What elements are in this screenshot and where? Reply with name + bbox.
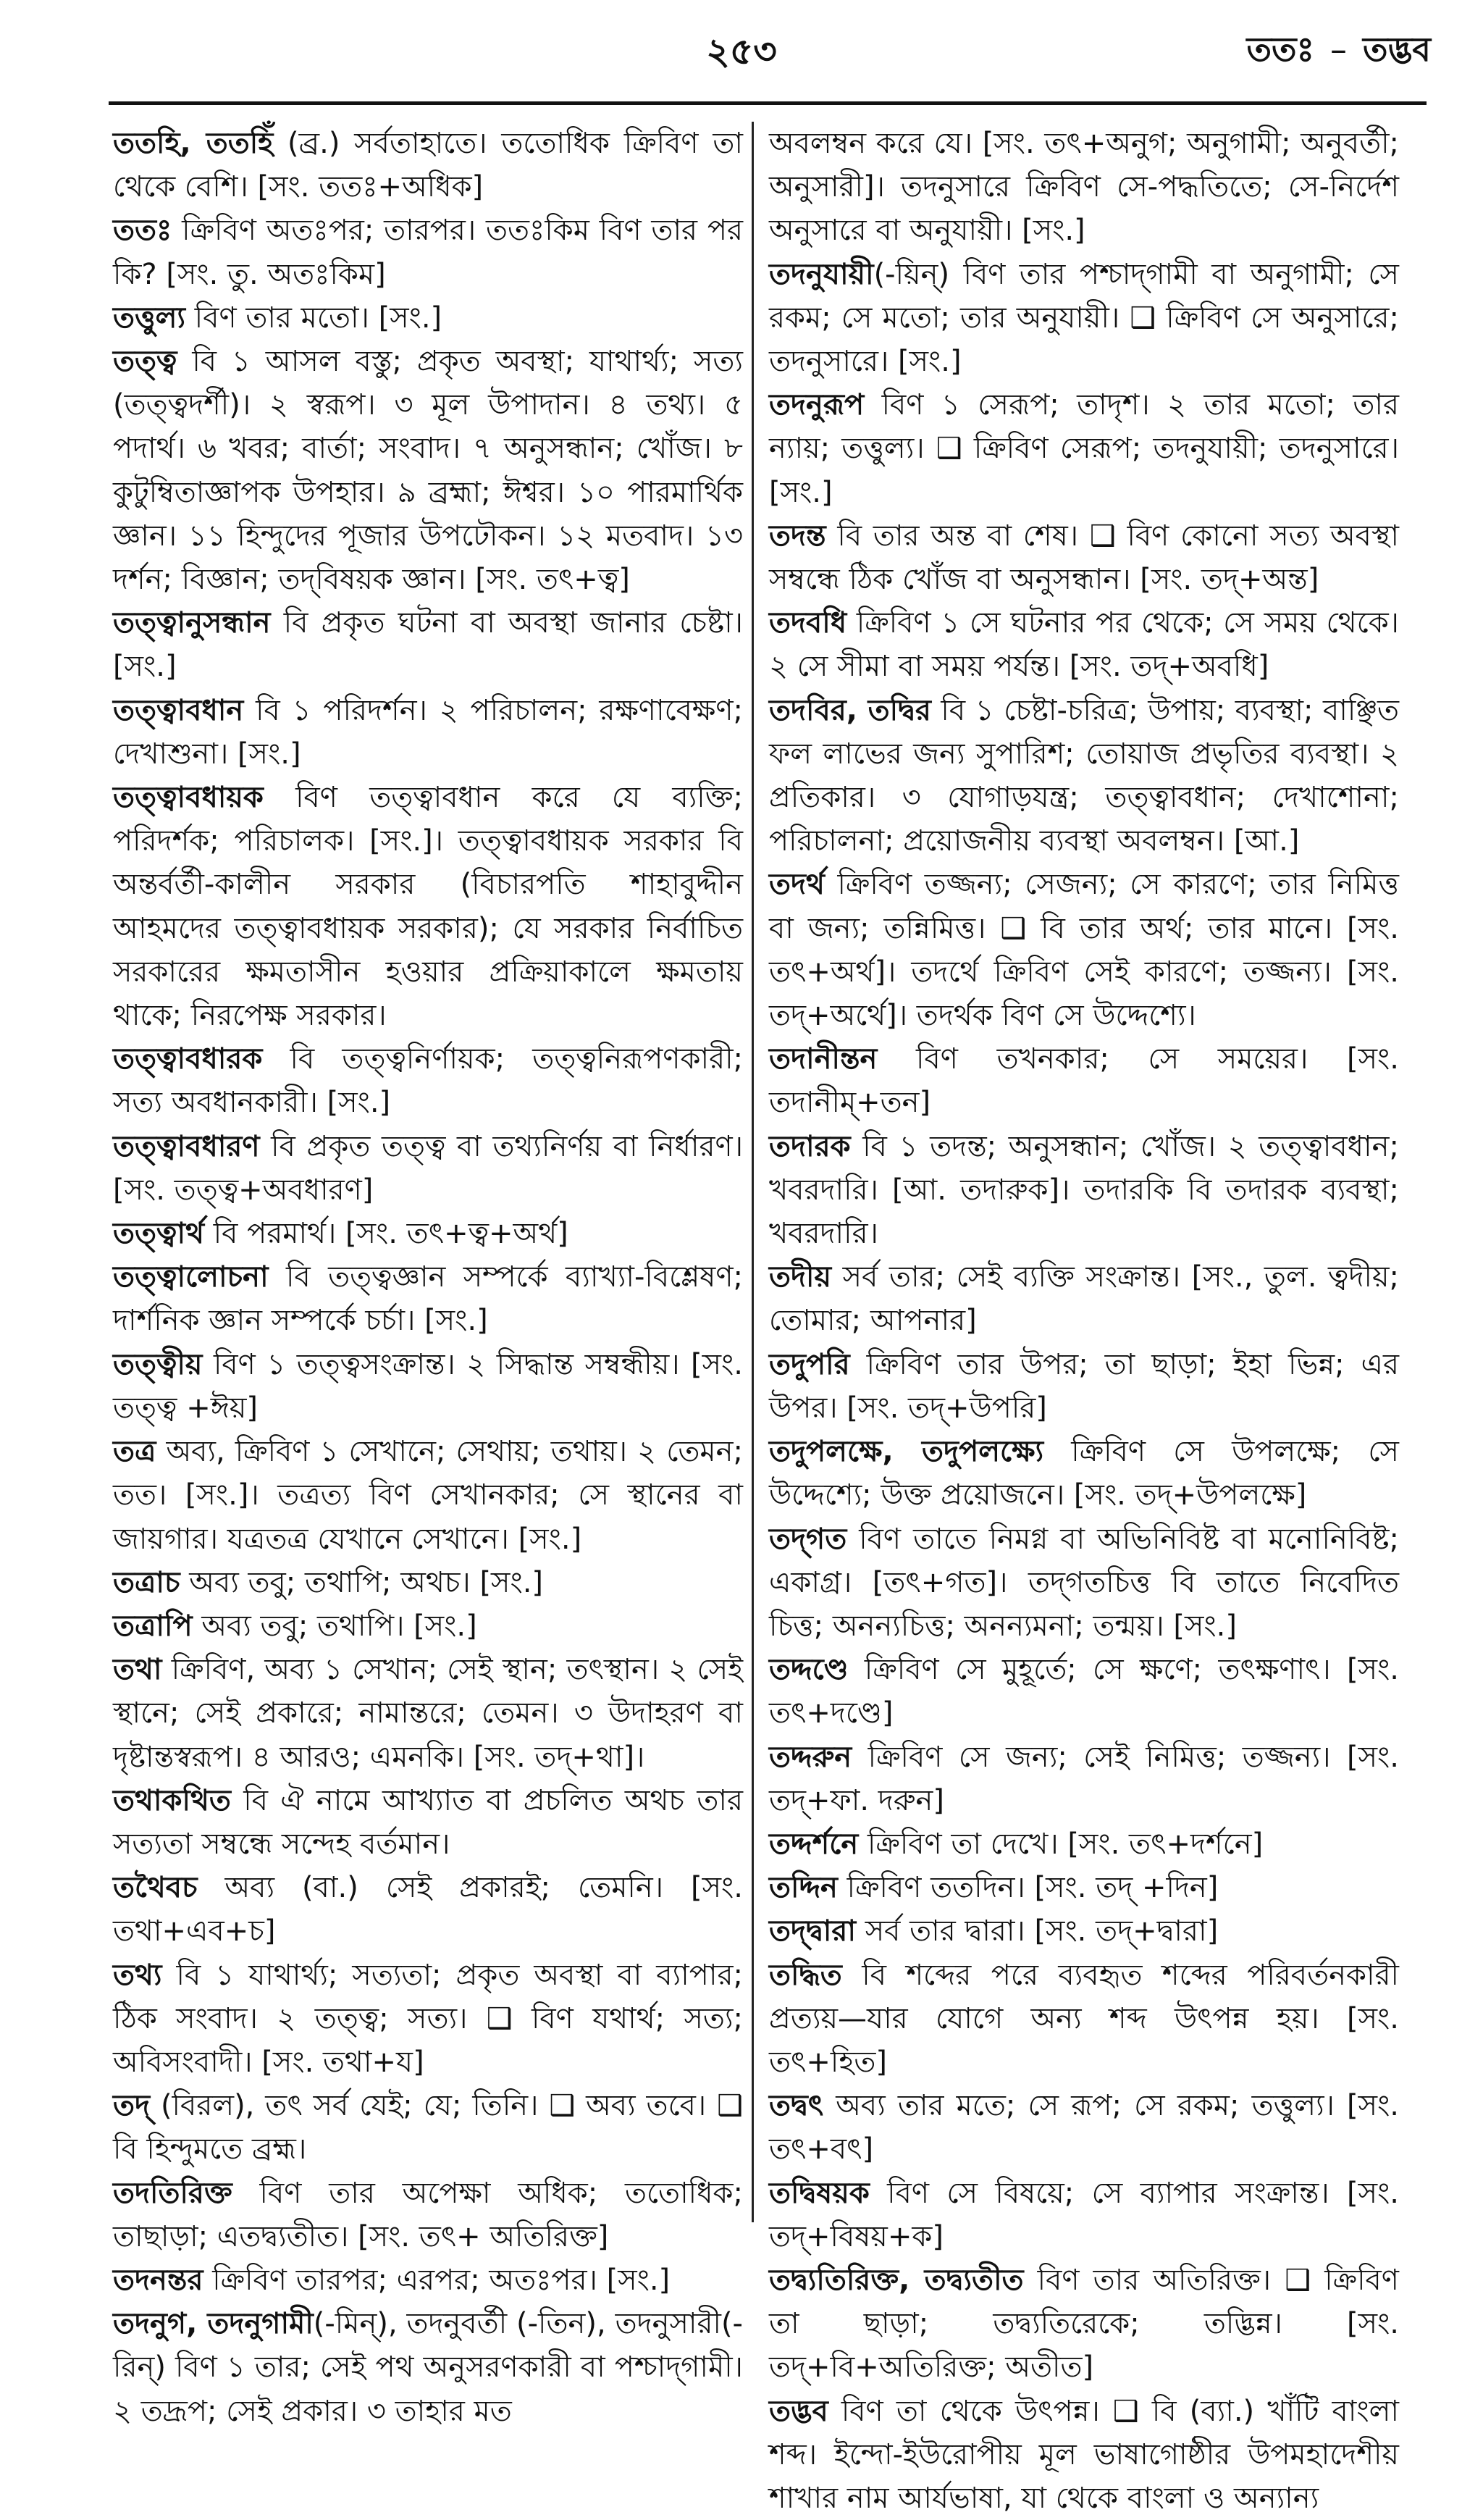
dictionary-entry — [113, 1430, 743, 1561]
entry-definition: বিণ তাতে নিমগ্ন বা অভিনিবিষ্ট বা মনোনিবিষ্ট; একাগ্র। [তৎ+গত]। তদ্‌গতচিত্ত বি তাতে নিবেদিত চিত্ত; অনন্যচিত্ত; অনন্যমনা; তন্ময়। [সং.] — [769, 1522, 1399, 1643]
dictionary-entry — [113, 1604, 743, 1648]
dictionary-entry — [769, 863, 1399, 1037]
entry-headword: তদ্দর্শনে — [769, 1827, 859, 1861]
dictionary-entry — [113, 1779, 743, 1866]
entry-headword: তত্তুল্য — [113, 301, 186, 335]
dictionary-entry — [769, 1125, 1399, 1256]
dictionary-entry — [769, 253, 1399, 384]
entry-definition: বি পরমার্থ। [সং. তৎ+ত্ব+অর্থ] — [203, 1217, 568, 1251]
entry-headword: তদ্দণ্ডে — [769, 1653, 849, 1687]
entry-definition: বিণ তার অতিরিক্ত। ❑ ক্রিবিণ তা ছাড়া; তদ্ব্যতিরেকে; তদ্ভিন্ন। [সং. তদ্+বি+অতিরিক্ত; অতীত] — [769, 2263, 1399, 2385]
dictionary-entry — [113, 340, 743, 601]
left-column — [113, 122, 743, 2428]
entry-definition: ক্রিবিণ সে উপলক্ষে; সে উদ্দেশ্যে; উক্ত প্রয়োজনে। [সং. তদ্+উপলক্ষে] — [769, 1435, 1399, 1512]
entry-headword: তত্ত্বাবধান — [113, 693, 244, 727]
entry-definition: বি ঐ নামে আখ্যাত বা প্রচলিত অথচ তার সত্যতা সম্বন্ধে সন্দেহ বর্তমান। — [113, 1783, 743, 1861]
entry-definition: বি ১ চেষ্টা-চরিত্র; উপায়; ব্যবস্থা; বাঞ্ছিত ফল লাভের জন্য সুপারিশ; তোয়াজ প্রভৃতির ব্যবস্থা। ২ প্রতিকার। ৩ যোগাড়যন্ত্র; তত্ত্বাবধান; দেখাশোনা; পরিচালনা; প্রয়োজনীয় ব্যবস্থা অবলম্বন। [আ.] — [769, 693, 1399, 858]
dictionary-entry — [113, 209, 743, 296]
entry-headword: তদুপরি — [769, 1347, 850, 1381]
entry-headword: তদ্দরুন — [769, 1740, 852, 1774]
entry-definition: বিণ তত্ত্বাবধান করে যে ব্যক্তি; পরিদর্শক; পরিচালক। [সং.]। তত্ত্বাবধায়ক সরকার বি অন্তর্বর্তী-কালীন সরকার (বিচারপতি শাহাবুদ্দীন আহমদের তত্ত্বাবধায়ক সরকার); যে সরকার নির্বাচিত সরকারের ক্ষমতাসীন হওয়ার প্রক্রিয়াকালে ক্ষমতায় থাকে; নিরপেক্ষ সরকার। — [113, 781, 743, 1033]
entry-definition: বিণ সে বিষয়ে; সে ব্যাপার সংক্রান্ত। [সং. তদ্+বিষয়+ক] — [769, 2176, 1399, 2253]
entry-headword: তত্ত্বীয় — [113, 1347, 203, 1381]
dictionary-entry — [769, 1822, 1399, 1866]
dictionary-entry — [769, 1954, 1399, 2085]
entry-headword: তথাকথিত — [113, 1783, 231, 1817]
entry-definition: সর্ব তার; সেই ব্যক্তি সংক্রান্ত। [সং., তুল. ত্বদীয়; তোমার; আপনার] — [769, 1260, 1399, 1338]
entry-headword: তত্ত্বানুসন্ধান — [113, 606, 271, 640]
entry-headword: তদবধি — [769, 606, 847, 640]
entry-definition: বি ১ পরিদর্শন। ২ পরিচালন; রক্ষণাবেক্ষণ; দেখাশুনা। [সং.] — [113, 693, 743, 771]
dictionary-entry — [769, 514, 1399, 601]
entry-definition: অব্য তবু; তথাপি। [সং.] — [192, 1609, 477, 1643]
entry-headword: তথৈবচ — [113, 1871, 198, 1905]
entry-definition: বি ১ তদন্ত; অনুসন্ধান; খোঁজ। ২ তত্ত্বাবধান; খবরদারি। [আ. তদারুক]। তদারকি বি তদারক ব্যবস্থা; খবরদারি। — [769, 1129, 1399, 1251]
page-number: ২৫৩ — [706, 30, 777, 72]
dictionary-entry — [113, 122, 743, 209]
entry-headword: তত্ত্বার্থ — [113, 1217, 204, 1251]
entry-headword: তদবির, তদ্বির — [769, 693, 931, 727]
dictionary-entry — [769, 2172, 1399, 2259]
entry-headword: তদ্বিষয়ক — [769, 2176, 870, 2210]
entry-headword: তদ্দ্বারা — [769, 1914, 856, 1948]
dictionary-entry — [769, 2084, 1399, 2171]
dictionary-entry — [769, 601, 1399, 688]
entry-headword: তত্ত্বাবধারক — [113, 1042, 263, 1076]
guide-word-first: ততঃ — [1246, 30, 1315, 69]
entry-headword: ততঃ — [113, 214, 172, 248]
entry-headword: তত্রাচ — [113, 1565, 180, 1599]
dictionary-entry — [769, 1518, 1399, 1649]
dictionary-entry — [113, 1648, 743, 1779]
entry-definition: ক্রিবিণ তজ্জন্য; সেজন্য; সে কারণে; তার নিমিত্ত বা জন্য; তন্নিমিত্ত। ❑ বি তার অর্থ; তার মানে। [সং. তৎ+অর্থ]। তদর্থে ক্রিবিণ সেই কারণে; তজ্জন্য। [সং. তদ্+অর্থে]। তদর্থক বিণ সে উদ্দেশ্যে। — [769, 868, 1399, 1033]
entry-definition: বি তত্ত্বজ্ঞান সম্পর্কে ব্যাখ্যা-বিশ্লেষণ; দার্শনিক জ্ঞান সম্পর্কে চর্চা। [সং.] — [113, 1260, 743, 1338]
dictionary-entry — [113, 1125, 743, 1212]
entry-definition: ক্রিবিণ ১ সে ঘটনার পর থেকে; সে সময় থেকে। ২ সে সীমা বা সময় পর্যন্ত। [সং. তদ্+অবধি] — [769, 606, 1399, 684]
dictionary-entry — [113, 2172, 743, 2259]
dictionary-entry — [769, 1648, 1399, 1735]
dictionary-entry — [769, 2390, 1399, 2520]
entry-definition: (ব্র.) সর্বতাহাতে। ততোধিক ক্রিবিণ তা থেকে বেশি। [সং. ততঃ+অধিক] — [113, 127, 743, 204]
entry-headword: তথা — [113, 1653, 162, 1687]
entry-headword: তদনন্তর — [113, 2263, 203, 2297]
entry-definition: (-মিন্), তদনুবর্তী (-তিন), তদনুসারী(-রিন্) বিণ ১ তার; সেই পথ অনুসরণকারী বা পশ্চাদ্‌গামী। ২ তদ্রূপ; সেই প্রকার। ৩ তাহার মত — [113, 2307, 743, 2428]
entry-definition: (বিরল), তৎ সর্ব যেই; যে; তিনি। ❑ অব্য তবে। ❑ বি হিন্দুমতে ব্রহ্ম। — [113, 2089, 743, 2167]
dictionary-entry — [769, 2259, 1399, 2390]
entry-headword: তদ্বৎ — [769, 2089, 824, 2123]
entry-definition: অব্য (বা.) সেই প্রকারই; তেমনি। [সং. তথা+এব+চ] — [113, 1871, 743, 1948]
entry-definition: বিণ ১ সেরূপ; তাদৃশ। ২ তার মতো; তার ন্যায়; তত্তুল্য। ❑ ক্রিবিণ সেরূপ; তদনুযায়ী; তদনুসারে। [সং.] — [769, 388, 1399, 509]
dictionary-entry — [113, 2302, 743, 2433]
entry-definition: ক্রিবিণ তারপর; এরপর; অতঃপর। [সং.] — [203, 2263, 671, 2297]
entry-headword: তত্ত্বাবধারণ — [113, 1129, 260, 1163]
dictionary-entry — [769, 122, 1399, 253]
entry-headword: তত্ত্ব — [113, 345, 177, 379]
entry-definition: অবলম্বন করে যে। [সং. তৎ+অনুগ; অনুগামী; অনুবর্তী; অনুসারী]। তদনুসারে ক্রিবিণ সে-পদ্ধতিতে; সে-নির্দেশ অনুসারে বা অনুযায়ী। [সং.] — [769, 127, 1399, 248]
entry-definition: ক্রিবিণ তা দেখে। [সং. তৎ+দর্শনে] — [858, 1827, 1264, 1861]
header-rule — [109, 101, 1427, 105]
entry-definition: অব্য তার মতে; সে রূপ; সে রকম; তত্তুল্য। [সং. তৎ+বৎ] — [769, 2089, 1399, 2167]
entry-headword: তদনুযায়ী — [769, 257, 874, 291]
dictionary-entry — [113, 776, 743, 1037]
dictionary-entry — [769, 1430, 1399, 1517]
entry-headword: তদ্ — [113, 2089, 151, 2123]
guide-words — [1246, 25, 1431, 80]
dictionary-entry — [113, 1037, 743, 1124]
dictionary-entry — [113, 1212, 743, 1255]
entry-headword: তদ্দিন — [769, 1871, 838, 1905]
entry-headword: তদনুগ, তদনুগামী — [113, 2307, 314, 2341]
dictionary-entry — [769, 689, 1399, 863]
entry-headword: তদর্থ — [769, 868, 825, 902]
entry-definition: বি ১ যাথার্থ্য; সত্যতা; প্রকৃত অবস্থা বা ব্যাপার; ঠিক সংবাদ। ২ তত্ত্ব; সত্য। ❑ বিণ যথার্থ; সত্য; অবিসংবাদী। [সং. তথা+য] — [113, 1958, 743, 2079]
entry-headword: তদ্‌গত — [769, 1522, 847, 1556]
dictionary-entry — [113, 1255, 743, 1342]
entry-definition: ক্রিবিণ অতঃপর; তারপর। ততঃকিম বিণ তার পর কি? [সং. তু. অতঃকিম] — [113, 214, 743, 291]
entry-headword: ততহি, ততহিঁ — [113, 127, 274, 160]
dictionary-entry — [113, 296, 743, 340]
entry-headword: তদ্ধিত — [769, 1958, 842, 1992]
entry-headword: তদন্ত — [769, 519, 826, 553]
dictionary-entry — [113, 2259, 743, 2302]
entry-definition: বিণ তা থেকে উৎপন্ন। ❑ বি (ব্যা.) খাঁটি বাংলা শব্দ। ইন্দো-ইউরোপীয় মূল ভাষাগোষ্ঠীর উপমহাদেশীয় শাখার নাম আর্যভাষা, যা থেকে বাংলা ও অন্যান্য — [769, 2394, 1399, 2515]
entry-definition: বি ১ আসল বস্তু; প্রকৃত অবস্থা; যাথার্থ্য; সত্য (তত্ত্বদর্শী)। ২ স্বরূপ। ৩ মূল উপাদান। ৪ তথ্য। ৫ পদার্থ। ৬ খবর; বার্তা; সংবাদ। ৭ অনুসন্ধান; খোঁজ। ৮ কুটুম্বিতাজ্ঞাপক উপহার। ৯ ব্রহ্মা; ঈশ্বর। ১০ পারমার্থিক জ্ঞান। ১১ হিন্দুদের পূজার উপঢৌকন। ১২ মতবাদ। ১৩ দর্শন; বিজ্ঞান; তদ্‌বিষয়ক জ্ঞান। [সং. তৎ+ত্ব] — [113, 345, 743, 597]
entry-headword: তদ্ব্যতিরিক্ত, তদ্ব্যতীত — [769, 2263, 1024, 2297]
entry-definition: বি শব্দের পরে ব্যবহৃত শব্দের পরিবর্তনকারী প্রত্যয়—যার যোগে অন্য শব্দ উৎপন্ন হয়। [সং. তৎ+হিত] — [769, 1958, 1399, 2079]
guide-word-separator: – — [1330, 30, 1348, 69]
entry-headword: তদুপলক্ষে, তদুপলক্ষ্যে — [769, 1435, 1044, 1469]
column-divider — [752, 122, 754, 2222]
dictionary-entry — [769, 1255, 1399, 1342]
entry-headword: তদ্ভব — [769, 2394, 828, 2428]
entry-definition: বিণ তার অপেক্ষা অধিক; ততোধিক; তাছাড়া; এতদ্ব্যতীত। [সং. তৎ+ অতিরিক্ত] — [113, 2176, 743, 2253]
entry-headword: তদানীন্তন — [769, 1042, 878, 1076]
dictionary-entry — [113, 601, 743, 688]
dictionary-entry — [113, 1954, 743, 2085]
dictionary-entry — [113, 1343, 743, 1430]
entry-headword: তত্ত্বাবধায়ক — [113, 781, 264, 815]
entry-headword: তত্ত্বালোচনা — [113, 1260, 269, 1294]
entry-definition: বিণ তখনকার; সে সময়ের। [সং. তদানীম্+তন] — [769, 1042, 1399, 1120]
dictionary-entry — [769, 383, 1399, 514]
entry-definition: ক্রিবিণ সে জন্য; সেই নিমিত্ত; তজ্জন্য। [সং. তদ্+ফা. দরুন] — [769, 1740, 1399, 1817]
entry-definition: অব্য, ক্রিবিণ ১ সেখানে; সেথায়; তথায়। ২ তেমন; তত। [সং.]। তত্রত্য বিণ সেখানকার; সে স্থানের বা জায়গার। যত্রতত্র যেখানে সেখানে। [সং.] — [113, 1435, 743, 1556]
entry-definition: ক্রিবিণ ততদিন। [সং. তদ্ +দিন] — [837, 1871, 1219, 1905]
entry-definition: বি তত্ত্বনির্ণায়ক; তত্ত্বনিরূপণকারী; সত্য অবধানকারী। [সং.] — [113, 1042, 743, 1120]
dictionary-entry — [769, 1343, 1399, 1430]
entry-definition: বিণ ১ তত্ত্বসংক্রান্ত। ২ সিদ্ধান্ত সম্বন্ধীয়। [সং. তত্ত্ব +ঈয়] — [113, 1347, 743, 1425]
entry-headword: তত্র — [113, 1435, 156, 1469]
dictionary-entry — [113, 1866, 743, 1953]
entry-definition: ক্রিবিণ তার উপর; তা ছাড়া; ইহা ভিন্ন; এর উপর। [সং. তদ্+উপরি] — [769, 1347, 1399, 1425]
entry-definition: (-য়িন্) বিণ তার পশ্চাদ্‌গামী বা অনুগামী; সে রকম; সে মতো; তার অনুযায়ী। ❑ ক্রিবিণ সে অনুসারে; তদনুসারে। [সং.] — [769, 257, 1399, 379]
dictionary-entry — [113, 689, 743, 776]
right-column — [769, 122, 1399, 2515]
entry-headword: তদতিরিক্ত — [113, 2176, 232, 2210]
entry-headword: তথ্য — [113, 1958, 162, 1992]
dictionary-entry — [769, 1909, 1399, 1953]
entry-headword: তত্রাপি — [113, 1609, 193, 1643]
dictionary-entry — [769, 1866, 1399, 1909]
entry-definition: বি প্রকৃত তত্ত্ব বা তথ্যনির্ণয় বা নির্ধারণ। [সং. তত্ত্ব+অবধারণ] — [113, 1129, 743, 1207]
entry-definition: বি তার অন্ত বা শেষ। ❑ বিণ কোনো সত্য অবস্থা সম্বন্ধে ঠিক খোঁজ বা অনুসন্ধান। [সং. তদ্+অন্ত] — [769, 519, 1399, 597]
entry-headword: তদনুরূপ — [769, 388, 865, 422]
entry-definition: সর্ব তার দ্বারা। [সং. তদ্+দ্বারা] — [856, 1914, 1219, 1948]
entry-definition: বিণ তার মতো। [সং.] — [185, 301, 442, 335]
dictionary-entry — [769, 1736, 1399, 1822]
entry-definition: বি প্রকৃত ঘটনা বা অবস্থা জানার চেষ্টা। [সং.] — [113, 606, 743, 684]
entry-definition: অব্য তবু; তথাপি; অথচ। [সং.] — [180, 1565, 544, 1599]
dictionary-entry — [769, 1037, 1399, 1124]
entry-headword: তদারক — [769, 1129, 851, 1163]
entry-definition: ক্রিবিণ সে মুহূর্তে; সে ক্ষণে; তৎক্ষণাৎ। [সং. তৎ+দণ্ডে] — [769, 1653, 1399, 1730]
entry-definition: ক্রিবিণ, অব্য ১ সেখান; সেই স্থান; তৎস্থান। ২ সেই স্থানে; সেই প্রকারে; নামান্তরে; তেমন। ৩ উদাহরণ বা দৃষ্টান্তস্বরূপ। ৪ আরও; এমনকি। [সং. তদ্+থা]। — [113, 1653, 743, 1774]
dictionary-entry — [113, 1561, 743, 1604]
guide-word-last: তদ্ভব — [1363, 30, 1431, 69]
dictionary-entry — [113, 2084, 743, 2171]
entry-headword: তদীয় — [769, 1260, 832, 1294]
